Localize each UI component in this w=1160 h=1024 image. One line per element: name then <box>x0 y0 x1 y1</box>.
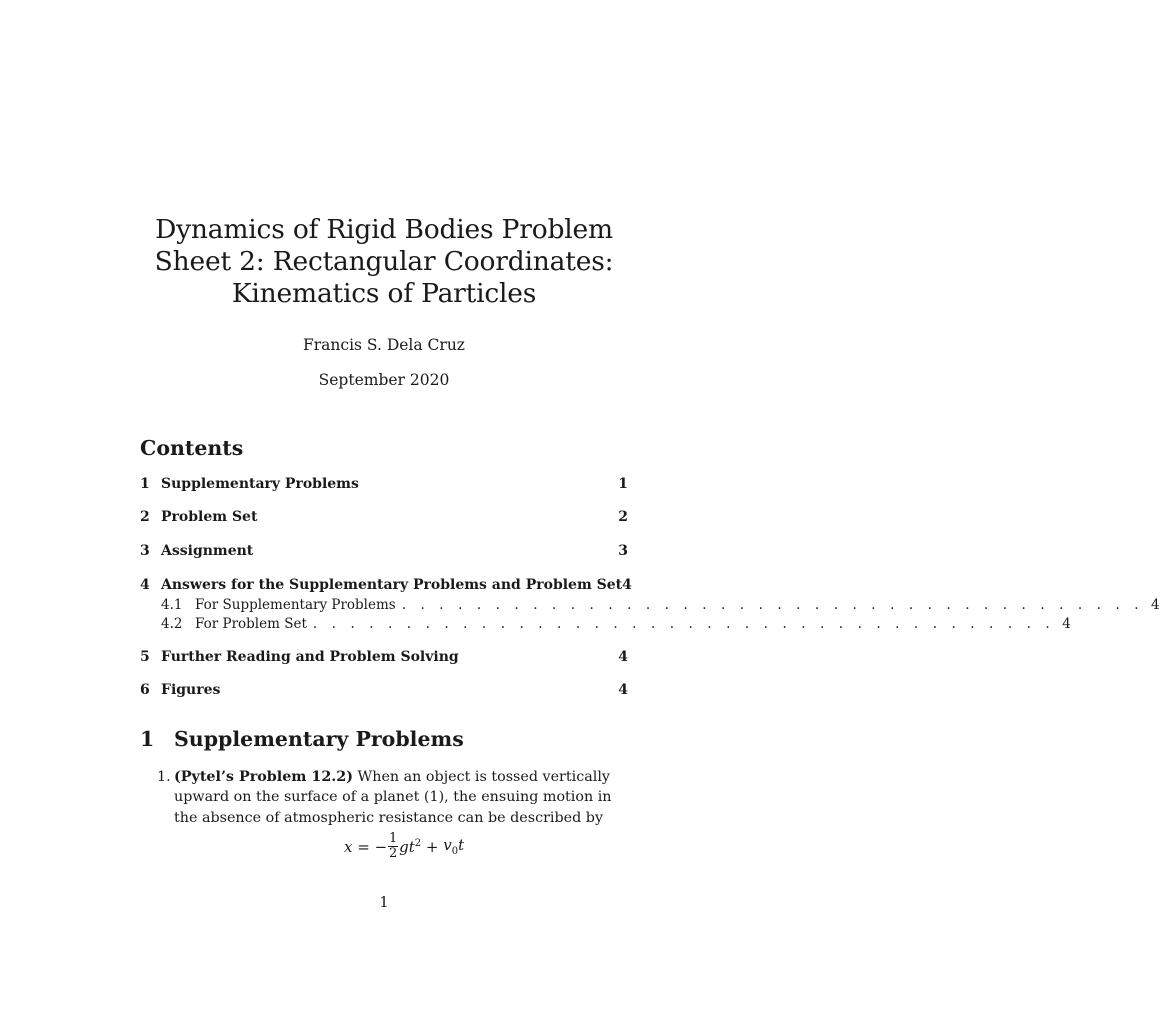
document-author: Francis S. Dela Cruz <box>303 336 465 354</box>
var-v: v <box>443 836 452 854</box>
var-t: t <box>408 837 415 856</box>
equation-term-gt <box>399 838 421 856</box>
problem-1 <box>157 767 631 828</box>
toc-number: 1 <box>140 476 150 492</box>
page-number: 1 <box>379 893 389 911</box>
fraction-numerator: 1 <box>389 831 398 846</box>
toc-item-answers[interactable] <box>140 577 632 593</box>
toc-number: 4 <box>140 577 150 593</box>
toc-item-problem-set[interactable] <box>140 509 628 525</box>
toc-item-further-reading[interactable] <box>140 649 628 665</box>
toc-page: 4 <box>618 682 628 698</box>
toc-title: Figures <box>161 682 221 698</box>
problem-source: (Pytel’s Problem 12.2) <box>174 769 353 785</box>
section-title: Supplementary Problems <box>174 727 464 751</box>
problem-number: 1. <box>157 769 171 785</box>
toc-page: 4 <box>1062 616 1071 632</box>
toc-item-supplementary-problems[interactable] <box>140 476 628 492</box>
var-t2: t <box>458 836 465 854</box>
toc-page: 4 <box>1151 597 1160 613</box>
section-heading-supplementary-problems <box>140 727 464 751</box>
toc-subitem-supplementary[interactable] <box>161 597 1160 613</box>
var-g: g <box>399 837 409 856</box>
contents-heading: Contents <box>140 436 244 460</box>
toc-item-figures[interactable] <box>140 682 628 698</box>
toc-page: 2 <box>618 509 628 525</box>
document-date: September 2020 <box>318 371 450 389</box>
toc-title: For Problem Set <box>195 616 307 632</box>
toc-number: 6 <box>140 682 150 698</box>
section-number: 1 <box>140 727 155 751</box>
equation-term-v0t <box>443 836 464 857</box>
document-title: Dynamics of Rigid Bodies Problem Sheet 2: Rectangular Coordinates: Kinematics of Particles <box>154 214 614 309</box>
problem-body: When an object is tossed vertically upward on the surface of a planet (1), the ensuing motion in the absence of atmospheric resistance can be described by <box>174 769 612 826</box>
toc-item-assignment[interactable] <box>140 543 628 559</box>
toc-page: 3 <box>618 543 628 559</box>
toc-title: Further Reading and Problem Solving <box>161 649 459 665</box>
toc-title: Answers for the Supplementary Problems and Problem Set <box>161 577 623 593</box>
toc-page: 4 <box>618 649 628 665</box>
equation-position <box>344 832 464 861</box>
problem-text <box>174 767 631 828</box>
toc-number: 4.1 <box>161 597 183 613</box>
toc-page: 4 <box>622 577 632 593</box>
toc-number: 5 <box>140 649 150 665</box>
toc-title: For Supplementary Problems <box>195 597 396 613</box>
exponent: 2 <box>414 837 422 849</box>
toc-subitem-problem-set[interactable] <box>161 616 1071 632</box>
toc-page: 1 <box>618 476 628 492</box>
subscript: 0 <box>451 846 459 857</box>
toc-leader-dots: . . . . . . . . . . . . . . . . . . . . . . . . . . . . . . . . . . . . . . . . <box>312 616 1055 632</box>
equation-lhs: x = − <box>344 837 388 856</box>
equation-plus: + <box>421 837 444 856</box>
toc-title: Problem Set <box>161 509 258 525</box>
fraction-denominator: 2 <box>389 846 398 861</box>
equation-fraction <box>388 832 398 861</box>
toc-number: 4.2 <box>161 616 183 632</box>
toc-leader-dots: . . . . . . . . . . . . . . . . . . . . . . . . . . . . . . . . . . . . . . . . <box>401 597 1144 613</box>
toc-number: 3 <box>140 543 150 559</box>
toc-title: Assignment <box>161 543 254 559</box>
toc-number: 2 <box>140 509 150 525</box>
toc-title: Supplementary Problems <box>161 476 359 492</box>
